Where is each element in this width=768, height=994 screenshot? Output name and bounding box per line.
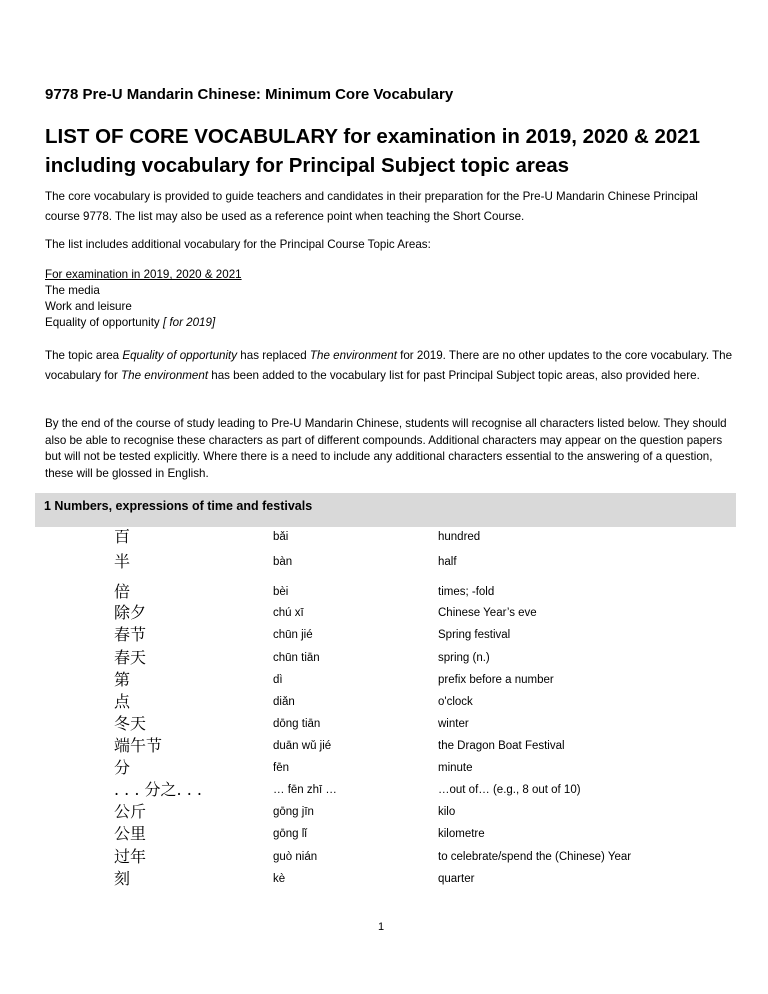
vocab-row: [0, 868, 768, 890]
vocab-hanzi: 端午节: [114, 736, 163, 755]
document-header: 9778 Pre-U Mandarin Chinese: Minimum Core Vocabulary: [45, 86, 454, 103]
vocab-hanzi: 倍: [114, 582, 131, 601]
vocab-row: [0, 735, 768, 757]
vocab-english: Spring festival: [438, 629, 511, 641]
vocab-pinyin: chūn jié: [273, 629, 313, 641]
vocab-pinyin: fēn: [273, 762, 289, 774]
vocab-english: Chinese Year’s eve: [438, 607, 537, 619]
vocab-row: [0, 602, 768, 624]
vocab-english: o'clock: [438, 696, 473, 708]
vocab-hanzi: 冬天: [114, 714, 147, 733]
vocab-row: [0, 846, 768, 868]
vocab-row: [0, 779, 768, 801]
vocab-english: the Dragon Boat Festival: [438, 740, 565, 752]
vocab-english: to celebrate/spend the (Chinese) Year: [438, 851, 632, 863]
text-run: The topic area: [45, 349, 123, 362]
vocab-english: times; -fold: [438, 586, 495, 598]
vocab-pinyin: dōng tiān: [273, 718, 321, 730]
vocab-hanzi: 分: [114, 758, 131, 777]
vocab-row: [0, 624, 768, 646]
vocab-row: [0, 713, 768, 735]
vocab-english: …out of… (e.g., 8 out of 10): [438, 784, 581, 796]
vocab-row: [0, 691, 768, 713]
vocab-hanzi: 半: [114, 552, 131, 571]
intro-paragraph: The core vocabulary is provided to guide teachers and candidates in their preparation for the Pre-U Mandarin Chinese Principal course 9778. The list may also be used as a reference point when teaching the Short Course.: [45, 190, 698, 223]
vocab-hanzi: . . . 分之. . .: [114, 780, 202, 799]
vocab-row: [0, 551, 768, 573]
vocab-english: kilometre: [438, 828, 485, 840]
vocab-hanzi: 公斤: [114, 802, 147, 821]
vocab-row: [0, 581, 768, 603]
emphasis: The environment: [309, 349, 397, 362]
vocab-hanzi: 春天: [114, 648, 147, 667]
vocab-english: quarter: [438, 873, 475, 885]
vocab-pinyin: … fēn zhī …: [273, 784, 337, 796]
vocab-row: [0, 823, 768, 845]
vocab-hanzi: 刻: [114, 869, 131, 888]
vocab-hanzi: 公里: [114, 824, 147, 843]
emphasis: The environment: [121, 369, 209, 382]
vocab-hanzi: 春节: [114, 625, 147, 644]
vocab-english: prefix before a number: [438, 674, 554, 686]
text-run: for 2019. There are no other updates to the core vocabulary. The vocabulary for: [45, 349, 733, 382]
emphasis: Equality of opportunity: [122, 349, 238, 362]
vocab-pinyin: chūn tiān: [273, 652, 320, 664]
vocab-english: winter: [438, 718, 469, 730]
vocab-pinyin: bǎi: [273, 531, 289, 543]
vocab-english: kilo: [438, 806, 456, 818]
vocab-pinyin: gōng jīn: [273, 806, 314, 818]
vocab-hanzi: 点: [114, 692, 131, 711]
vocab-english: minute: [438, 762, 473, 774]
vocab-pinyin: kè: [273, 873, 286, 885]
update-paragraph: [45, 346, 735, 386]
vocab-pinyin: guò nián: [273, 851, 318, 863]
vocab-hanzi: 除夕: [114, 603, 147, 622]
vocab-english: hundred: [438, 531, 481, 543]
topics-intro: The list includes additional vocabulary for the Principal Course Topic Areas:: [45, 238, 431, 251]
vocab-pinyin: chú xī: [273, 607, 304, 619]
topic-item: Work and leisure: [45, 300, 132, 313]
topic-list: [45, 267, 735, 331]
vocab-row: [0, 757, 768, 779]
vocab-pinyin: bèi: [273, 586, 289, 598]
vocab-row: [0, 801, 768, 823]
topic-item: [45, 315, 735, 331]
vocab-hanzi: 过年: [114, 847, 147, 866]
page-number: 1: [378, 921, 385, 933]
vocab-pinyin: bàn: [273, 556, 293, 568]
vocab-pinyin: gōng lǐ: [273, 828, 307, 840]
page-title: LIST OF CORE VOCABULARY for examination in 2019, 2020 & 2021 including vocabulary for Principal Subject topic areas: [45, 125, 701, 177]
topic-item-label: Equality of opportunity: [45, 316, 160, 329]
text-run: has replaced: [237, 349, 310, 362]
text-run: has been added to the vocabulary list for past Principal Subject topic areas, also provided here.: [208, 369, 700, 382]
vocab-pinyin: duān wǔ jié: [273, 740, 332, 752]
vocab-hanzi: 百: [114, 527, 131, 546]
topic-list-heading: For examination in 2019, 2020 & 2021: [45, 268, 242, 281]
vocab-hanzi: 第: [114, 670, 131, 689]
vocab-row: [0, 647, 768, 669]
vocab-pinyin: dì: [273, 674, 283, 686]
recognition-paragraph: By the end of the course of study leading to Pre-U Mandarin Chinese, students will recognise all characters listed below. They should also be able to recognise these characters as part of different compounds. Additional characters may appear on the question papers but will not be tested explicitly. Where there is a need to include any additional characters essential to the answering of a question, these will be glossed in English.: [45, 417, 727, 480]
vocab-english: half: [438, 556, 457, 568]
section-header: [35, 493, 736, 527]
vocab-pinyin: diǎn: [273, 696, 295, 708]
vocab-row: [0, 526, 768, 548]
vocab-row: [0, 669, 768, 691]
section-title: 1 Numbers, expressions of time and festivals: [44, 499, 313, 513]
topic-item-note: [ for 2019]: [162, 316, 216, 329]
topic-item: The media: [45, 284, 100, 297]
vocab-english: spring (n.): [438, 652, 490, 664]
